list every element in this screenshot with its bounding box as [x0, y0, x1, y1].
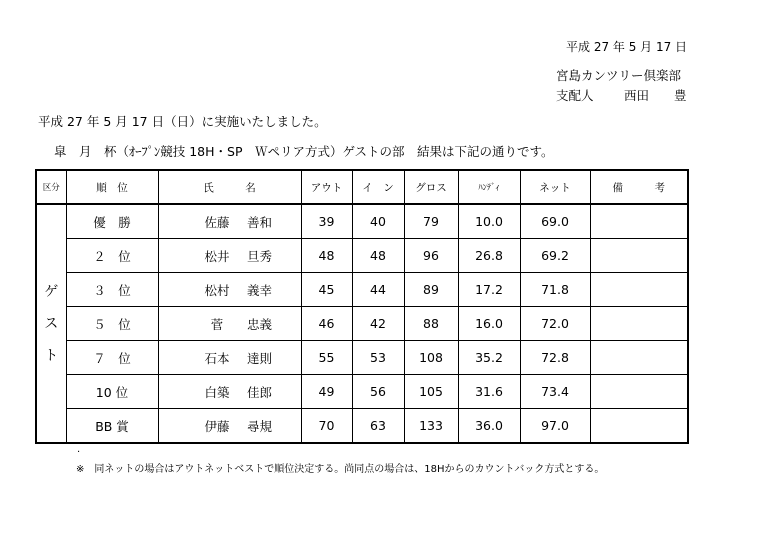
net-score-cell: 71.8	[520, 273, 590, 307]
category-char: ス	[44, 315, 59, 332]
rank-cell: ２ 位	[66, 239, 158, 273]
gross-score-cell: 108	[404, 341, 458, 375]
given-name: 旦秀	[246, 248, 272, 264]
category-char: ゲ	[44, 283, 59, 300]
net-score-cell: 97.0	[520, 409, 590, 444]
net-score-cell: 72.8	[520, 341, 590, 375]
surname: 佐藤	[204, 214, 230, 230]
handicap-cell: 26.8	[458, 239, 520, 273]
table-row	[36, 307, 688, 341]
remarks-cell	[590, 273, 688, 307]
given-name: 尋規	[246, 418, 272, 434]
given-name: 佳郎	[246, 384, 272, 400]
header-handicap: ﾊﾝﾃﾞｨ	[458, 170, 520, 204]
gross-score-cell: 105	[404, 375, 458, 409]
footnote: ※ 同ネットの場合はアウトネットベストで順位決定する。尚同点の場合は、18Hからのカウントバック方式とする。	[76, 464, 605, 475]
remarks-cell	[590, 375, 688, 409]
category-cell	[36, 204, 66, 443]
manager-title: 支配人	[556, 88, 594, 103]
header-out: アウト	[301, 170, 352, 204]
manager-line	[556, 86, 687, 104]
rank-cell: ５ 位	[66, 307, 158, 341]
in-score-cell: 63	[352, 409, 404, 444]
header-rank: 順 位	[66, 170, 158, 204]
rank-cell: 10 位	[66, 375, 158, 409]
out-score-cell: 45	[301, 273, 352, 307]
rank-cell: 優 勝	[66, 204, 158, 239]
net-score-cell: 69.0	[520, 204, 590, 239]
table-row	[36, 341, 688, 375]
name-cell	[158, 341, 301, 375]
remarks-cell	[590, 239, 688, 273]
gross-score-cell: 88	[404, 307, 458, 341]
net-score-cell: 72.0	[520, 307, 590, 341]
rank-cell: ３ 位	[66, 273, 158, 307]
in-score-cell: 40	[352, 204, 404, 239]
in-score-cell: 56	[352, 375, 404, 409]
rank-cell: BB 賞	[66, 409, 158, 444]
name-cell	[158, 409, 301, 444]
in-score-cell: 53	[352, 341, 404, 375]
intro-text: 平成 27 年 5 月 17 日（日）に実施いたしました。	[38, 114, 327, 129]
given-name: 忠義	[246, 316, 272, 332]
name-cell	[158, 204, 301, 239]
surname: 伊藤	[204, 418, 230, 434]
gross-score-cell: 133	[404, 409, 458, 444]
handicap-cell: 35.2	[458, 341, 520, 375]
header-gross: グロス	[404, 170, 458, 204]
out-score-cell: 39	[301, 204, 352, 239]
in-score-cell: 42	[352, 307, 404, 341]
name-cell	[158, 273, 301, 307]
header-in: イ ン	[352, 170, 404, 204]
handicap-cell: 16.0	[458, 307, 520, 341]
rank-cell: ７ 位	[66, 341, 158, 375]
name-cell	[158, 307, 301, 341]
category-char: ト	[44, 347, 59, 364]
given-name: 義幸	[246, 282, 272, 298]
given-name: 善和	[246, 214, 272, 230]
document-date: 平成 27 年 5 月 17 日	[566, 40, 688, 54]
remarks-cell	[590, 204, 688, 239]
name-cell	[158, 239, 301, 273]
table-header-row	[36, 170, 688, 204]
out-score-cell: 46	[301, 307, 352, 341]
in-score-cell: 44	[352, 273, 404, 307]
gross-score-cell: 79	[404, 204, 458, 239]
header-net: ネット	[520, 170, 590, 204]
in-score-cell: 48	[352, 239, 404, 273]
gross-score-cell: 89	[404, 273, 458, 307]
remarks-cell	[590, 341, 688, 375]
gross-score-cell: 96	[404, 239, 458, 273]
header-remarks: 備 考	[590, 170, 688, 204]
results-table	[35, 169, 689, 444]
out-score-cell: 55	[301, 341, 352, 375]
table-row	[36, 273, 688, 307]
out-score-cell: 48	[301, 239, 352, 273]
remarks-cell	[590, 307, 688, 341]
handicap-cell: 17.2	[458, 273, 520, 307]
handicap-cell: 36.0	[458, 409, 520, 444]
remarks-cell	[590, 409, 688, 444]
surname: 石本	[204, 350, 230, 366]
manager-name: 西田 豊	[624, 88, 687, 103]
organization-name: 宮島カンツリー倶楽部	[556, 68, 682, 83]
results-subtitle: 皐 月 杯（ｵｰﾌﾟﾝ競技 18H・SP Ｗペリア方式）ゲストの部 結果は下記の通りです。	[54, 144, 554, 159]
table-row	[36, 375, 688, 409]
surname: 白築	[204, 384, 230, 400]
name-cell	[158, 375, 301, 409]
table-row	[36, 204, 688, 239]
surname: 松村	[204, 282, 230, 298]
given-name: 達則	[246, 350, 272, 366]
header-category: 区分	[36, 170, 66, 204]
table-row	[36, 239, 688, 273]
surname: 菅	[210, 316, 224, 332]
footnote-dot: .	[77, 444, 81, 455]
net-score-cell: 73.4	[520, 375, 590, 409]
surname: 松井	[204, 248, 230, 264]
out-score-cell: 70	[301, 409, 352, 444]
net-score-cell: 69.2	[520, 239, 590, 273]
handicap-cell: 31.6	[458, 375, 520, 409]
header-name: 氏 名	[158, 170, 301, 204]
handicap-cell: 10.0	[458, 204, 520, 239]
out-score-cell: 49	[301, 375, 352, 409]
table-row	[36, 409, 688, 444]
